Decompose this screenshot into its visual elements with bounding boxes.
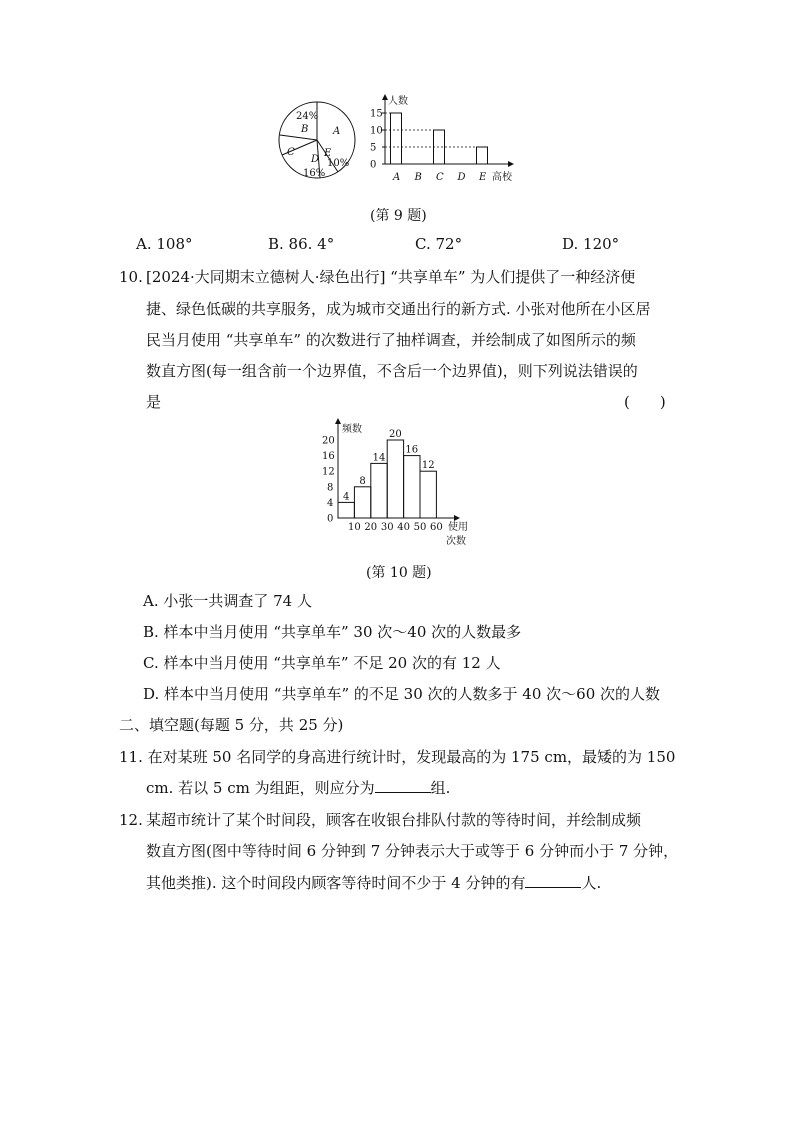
pie-label-d: D xyxy=(311,154,320,165)
q9-bar-chart xyxy=(368,92,528,192)
q10-option-b: B. 样本中当月使用 “共享单车” 30 次～40 次的人数最多 xyxy=(143,623,522,641)
q11-blank[interactable] xyxy=(375,778,431,793)
hist-xtick-20: 20 xyxy=(364,522,378,533)
hist-ytick-8: 8 xyxy=(327,482,334,494)
q9-bar-E xyxy=(477,147,488,164)
q9-xlabel: 高校 xyxy=(492,172,512,183)
pie-label-d-pct: 16% xyxy=(303,168,326,179)
pie-label-a: A xyxy=(333,126,341,137)
q9-ylabel: 人数 xyxy=(388,96,408,107)
hist-ytick-12: 12 xyxy=(322,466,335,478)
q11-line-2 xyxy=(146,773,450,803)
hist-data-label-4: 16 xyxy=(405,444,419,456)
hist-bar-40-50 xyxy=(404,456,420,518)
q12-line-3-pre: 其他类推). 这个时间段内顾客等待时间不少于 4 分钟的有 xyxy=(146,874,526,892)
q9-xtick-E: E xyxy=(479,172,487,183)
q10-option-a: A. 小张一共调查了 74 人 xyxy=(143,592,312,610)
hist-data-label-1: 8 xyxy=(359,475,366,487)
q12-line-3 xyxy=(146,868,601,898)
q9-xtick-D: D xyxy=(457,172,466,183)
q9-caption: (第 9 题) xyxy=(370,208,427,224)
q9-ytick-0: 0 xyxy=(370,159,377,171)
hist-bar-10-20 xyxy=(354,487,370,518)
hist-bar-0-10 xyxy=(338,502,354,518)
q9-ytick-15: 15 xyxy=(370,108,383,120)
q9-option-c: C. 72° xyxy=(415,235,463,253)
q9-option-d: D. 120° xyxy=(562,235,620,253)
q9-option-b: B. 86. 4° xyxy=(268,235,335,253)
q10-answer-paren: ( ) xyxy=(624,393,666,411)
q11-line-2-post: 组. xyxy=(430,779,451,797)
q10-histogram xyxy=(322,418,482,558)
q12-line-1: 某超市统计了某个时间段，顾客在收银台排队付款的等待时间，并绘制成频 xyxy=(146,811,642,829)
hist-xtick-40: 40 xyxy=(397,522,410,533)
hist-ytick-4: 4 xyxy=(327,497,334,509)
hist-xtick-10: 10 xyxy=(348,522,361,533)
q12-number: 12. xyxy=(119,811,143,829)
hist-data-label-2: 14 xyxy=(372,452,386,464)
hist-bar-50-60 xyxy=(420,471,436,518)
pie-sep-3 xyxy=(280,135,317,140)
q9-xtick-C: C xyxy=(436,172,444,183)
pie-label-e: E xyxy=(324,148,332,159)
q10-option-c: C. 样本中当月使用 “共享单车” 不足 20 次的有 12 人 xyxy=(143,654,501,672)
q10-line-3: 民当月使用 “共享单车” 的次数进行了抽样调查，并绘制成了如图所示的频 xyxy=(146,331,636,349)
q12-line-3-post: 人. xyxy=(581,874,602,892)
hist-data-label-3: 20 xyxy=(389,429,402,440)
q9-bar-A xyxy=(391,113,402,164)
pie-label-c: C xyxy=(287,147,295,158)
hist-xlabel-line1: 使用 xyxy=(448,522,468,533)
q9-option-a: A. 108° xyxy=(136,235,193,253)
hist-bar-30-40 xyxy=(387,440,403,518)
q10-line-2: 捷、绿色低碳的共享服务，成为城市交通出行的新方式. 小张对他所在小区居 xyxy=(146,300,651,318)
hist-ylabel: 频数 xyxy=(342,424,362,435)
q12-blank[interactable] xyxy=(525,873,581,888)
pie-label-b: B xyxy=(301,124,309,135)
hist-xtick-30: 30 xyxy=(380,522,394,533)
q11-line-2-pre: cm. 若以 5 cm 为组距，则应分为 xyxy=(146,779,375,797)
q11-line-1: 11. 在对某班 50 名同学的身高进行统计时，发现最高的为 175 cm，最矮的为 150 xyxy=(119,748,676,766)
hist-data-label-0: 4 xyxy=(343,491,350,503)
pie-label-e-pct: 10% xyxy=(327,158,350,169)
q9-xtick-B: B xyxy=(414,172,422,183)
hist-xtick-60: 60 xyxy=(430,522,443,533)
q9-ytick-10: 10 xyxy=(370,125,383,137)
section-heading: 二、填空题(每题 5 分，共 25 分) xyxy=(119,716,344,734)
q10-caption: (第 10 题) xyxy=(366,565,432,581)
pie-label-b-pct: 24% xyxy=(296,111,319,122)
hist-xtick-50: 50 xyxy=(413,522,427,533)
q10-line-1: [2024·大同期末立德树人·绿色出行] “共享单车” 为人们提供了一种经济便 xyxy=(146,268,636,286)
q10-line-4: 数直方图(每一组含前一个边界值，不含后一个边界值)，则下列说法错误的 xyxy=(146,362,638,380)
hist-ytick-20: 20 xyxy=(322,435,335,447)
hist-bar-20-30 xyxy=(371,463,387,518)
q10-number: 10. xyxy=(119,268,143,286)
q10-line-5: 是 xyxy=(146,393,162,411)
q9-figure xyxy=(270,92,530,192)
hist-ytick-0: 0 xyxy=(327,513,334,525)
q9-ytick-5: 5 xyxy=(370,142,377,154)
q9-xtick-A: A xyxy=(393,172,401,183)
hist-xlabel-line2: 次数 xyxy=(446,536,466,547)
hist-ytick-16: 16 xyxy=(322,451,335,463)
q10-option-d: D. 样本中当月使用 “共享单车” 的不足 30 次的人数多于 40 次～60 次的人数 xyxy=(143,685,661,703)
q12-line-2: 数直方图(图中等待时间 6 分钟到 7 分钟表示大于或等于 6 分钟而小于 7 分钟， xyxy=(146,842,679,860)
hist-data-label-5: 12 xyxy=(421,460,435,472)
q9-pie-chart xyxy=(274,92,364,188)
